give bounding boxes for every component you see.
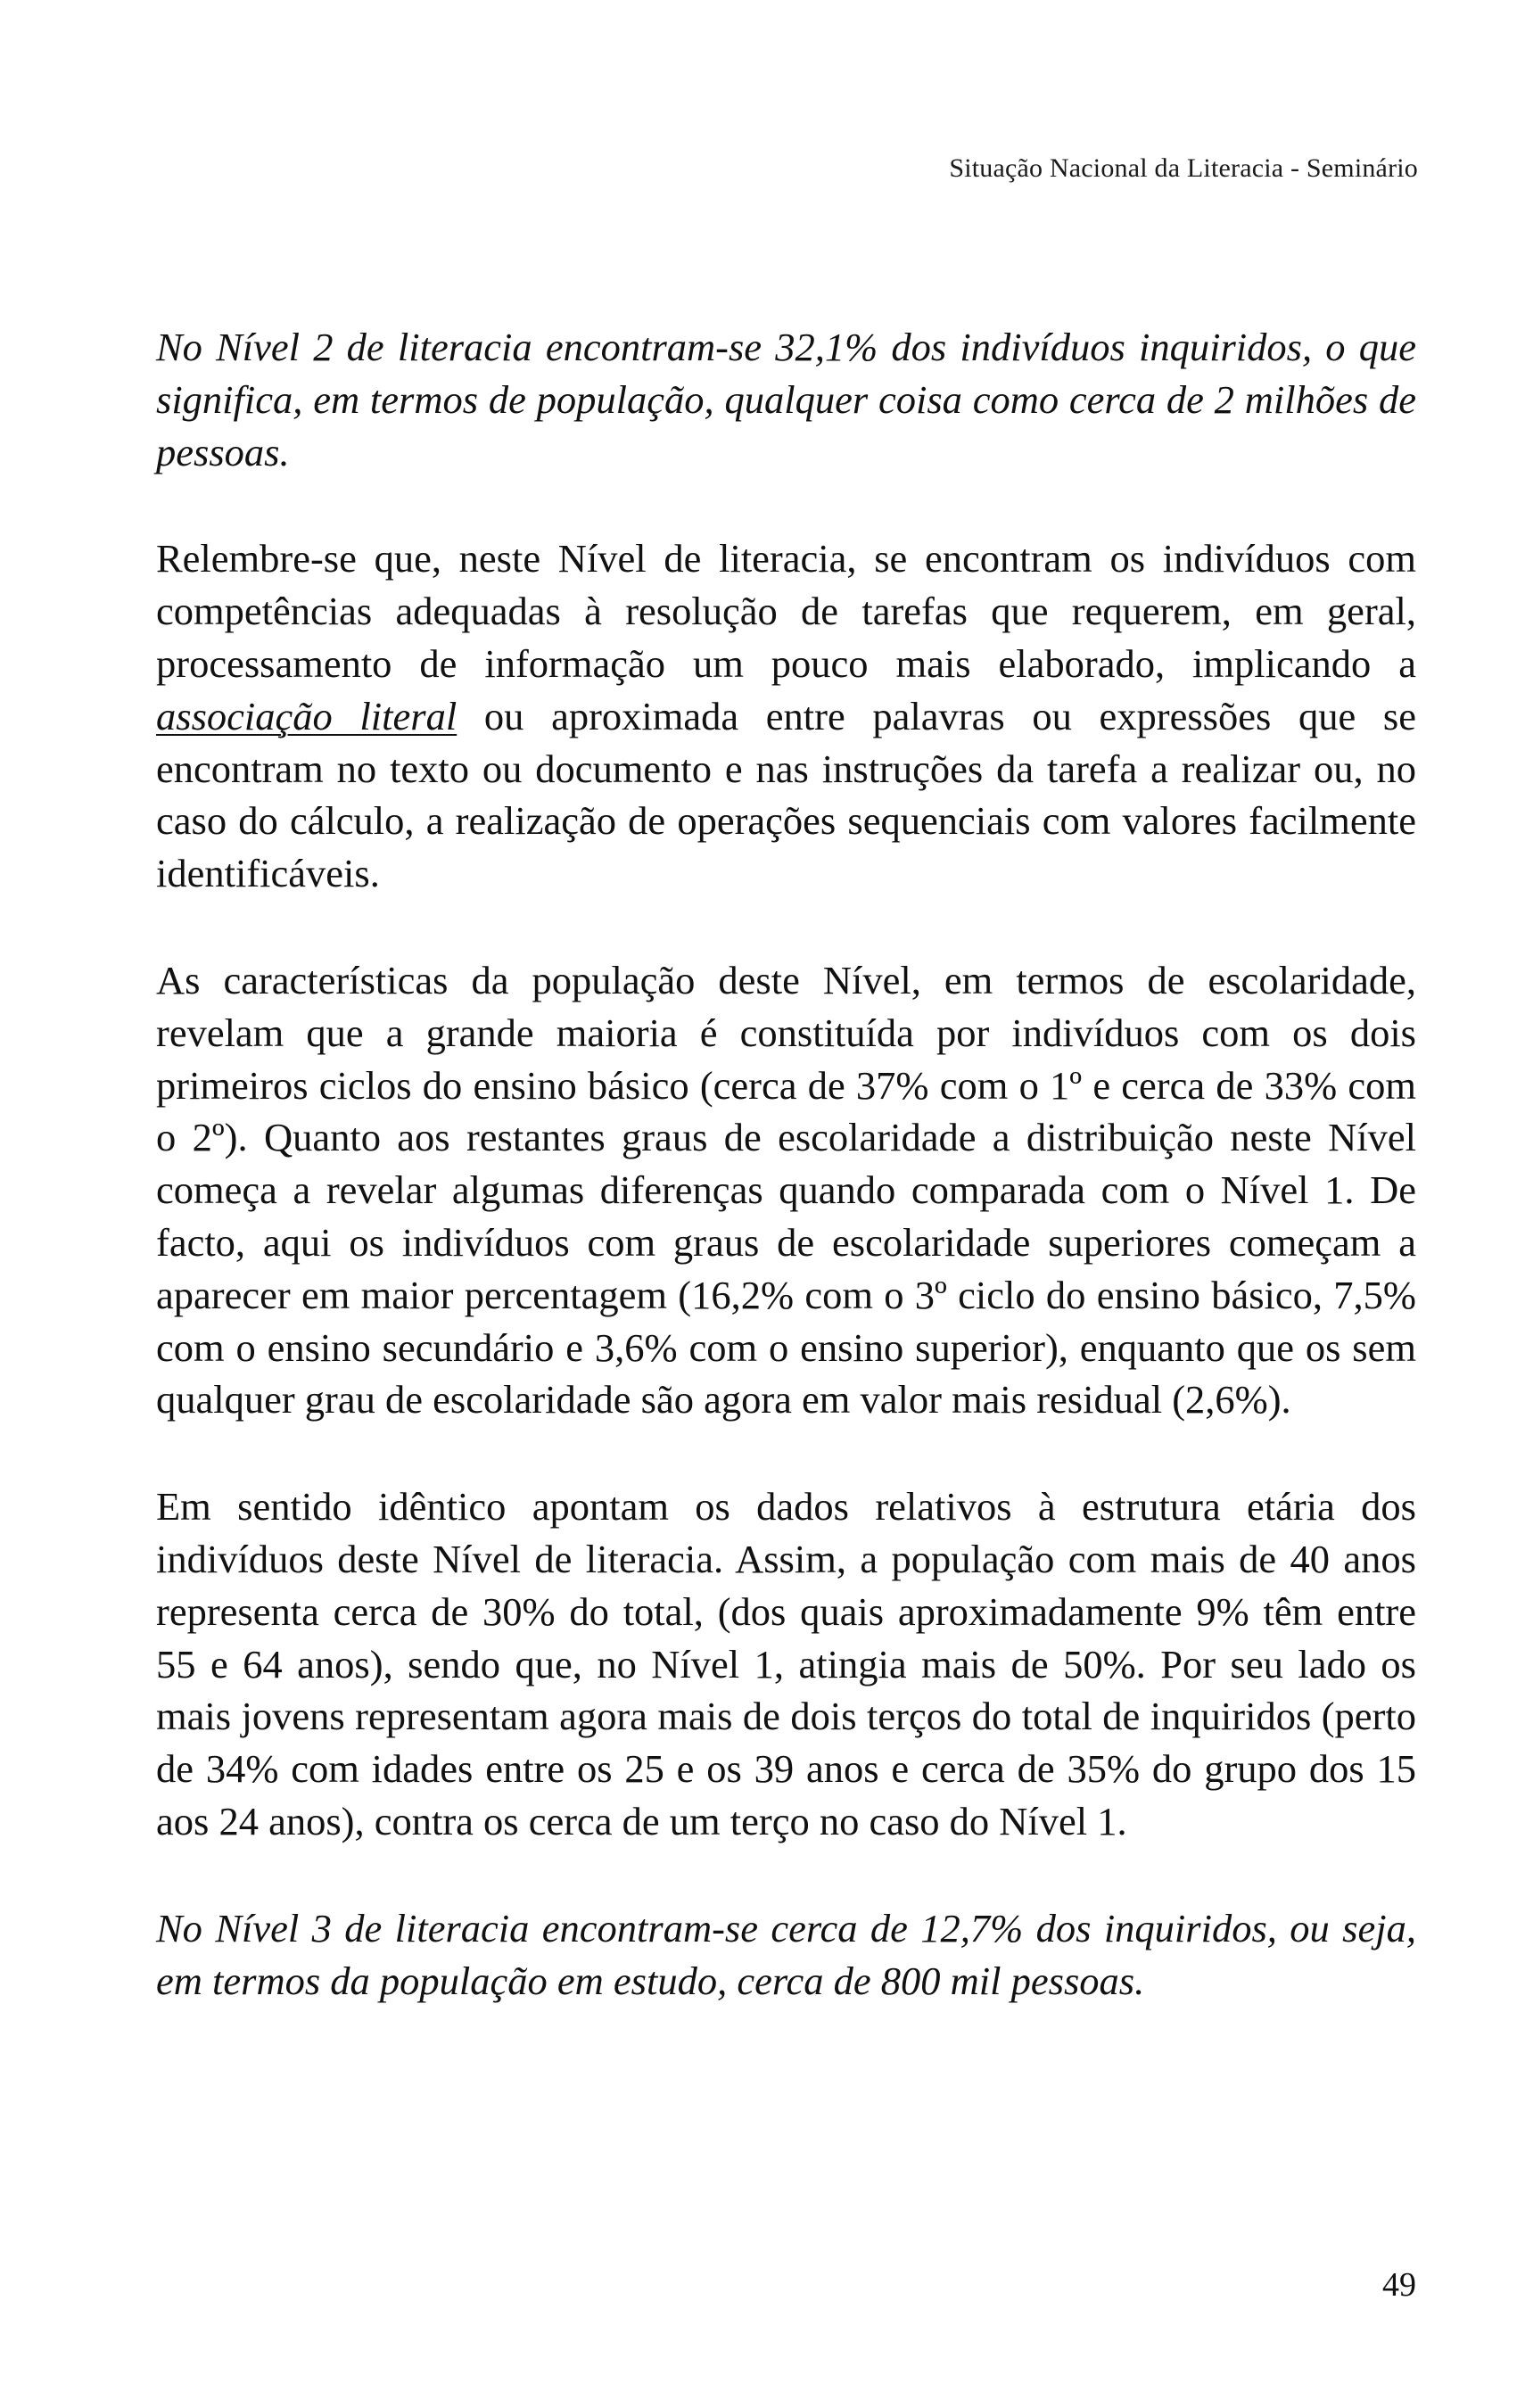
emphasis-associacao-literal: associação literal — [156, 693, 458, 738]
paragraph-nivel-2-summary: No Nível 2 de literacia encontram-se 32,1% dos indivíduos inquiridos, o que significa, em termos de população, qualquer coisa como cerca de 2 milhões de pessoas. — [156, 325, 1416, 474]
running-header: Situação Nacional da Literacia - Seminário — [949, 153, 1418, 183]
page-body — [156, 321, 1416, 2007]
paragraph-age-structure: Em sentido idêntico apontam os dados relativos à estrutura etária dos indivíduos deste Nível de literacia. Assim, a população com mais de 40 anos representa cerca de 30% do total, (dos quais aproximadamente 9% têm entre 55 e 64 anos), sendo que, no Nível 1, atingia mais de 50%. Por seu lado os mais jovens representam agora mais de dois terços do total de inquiridos (perto de 34% com idades entre os 25 e os 39 anos e cerca de 35% do grupo dos 15 aos 24 anos), contra os cerca de um terço no caso do Nível 1. — [156, 1484, 1416, 1843]
paragraph-nivel-3-summary: No Nível 3 de literacia encontram-se cerca de 12,7% dos inquiridos, ou seja, em termos da população em estudo, cerca de 800 mil pessoas. — [156, 1905, 1416, 2003]
paragraph-schooling: As características da população deste Nível, em termos de escolaridade, revelam que a grande maioria é constituída por indivíduos com os dois primeiros ciclos do ensino básico (cerca de 37% com o 1º e cerca de 33% com o 2º). Quanto aos restantes graus de escolaridade a distribuição neste Nível começa a revelar algumas diferenças quando comparada com o Nível 1. De facto, aqui os indivíduos com graus de escolaridade superiores começam a aparecer em maior percentagem (16,2% com o 3º ciclo do ensino básico, 7,5% com o ensino secundário e 3,6% com o ensino superior), enquanto que os sem qualquer grau de escolaridade são agora em valor mais residual (2,6%). — [156, 957, 1416, 1423]
paragraph-text: Relembre-se que, neste Nível de literacia, se encontram os indivíduos com competências adequadas à resolução de tarefas que requerem, em geral, processamento de informação um pouco mais elaborado, implicando a — [156, 536, 1416, 686]
page-number: 49 — [1382, 2266, 1416, 2304]
paragraph-nivel-2-competencies — [156, 532, 1416, 900]
paragraph-text: ou aproximada entre palavras ou expressões que se encontram no texto ou documento e nas instruções da tarefa a realizar ou, no caso do cálculo, a realização de operações sequenciais com valores facilmente identificáveis. — [156, 693, 1416, 896]
